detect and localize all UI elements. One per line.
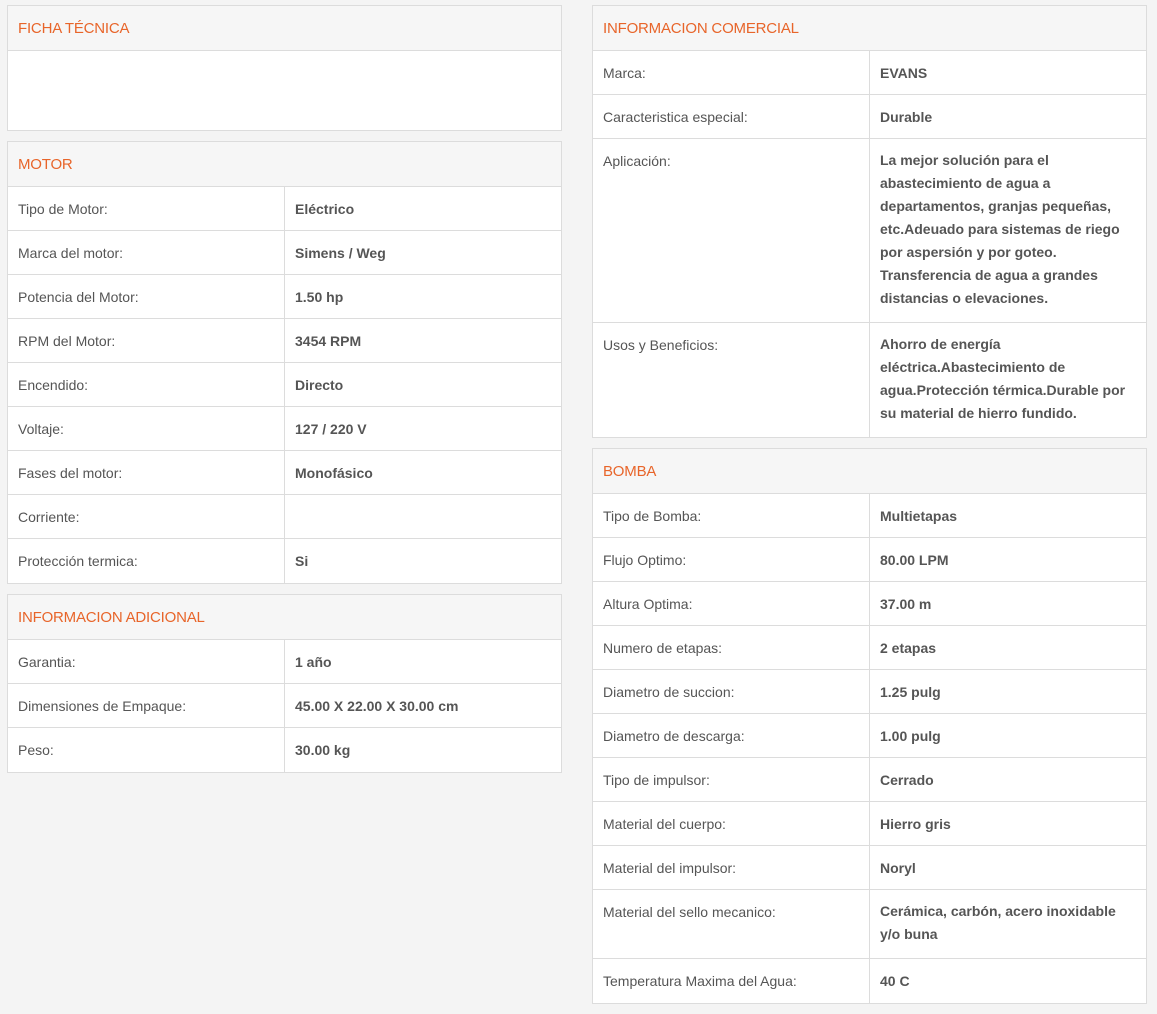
spec-value: 1.00 pulg bbox=[880, 728, 941, 744]
spec-value: Cerrado bbox=[880, 772, 934, 788]
spec-label: Diametro de succion: bbox=[593, 670, 870, 713]
spec-label: Peso: bbox=[8, 728, 285, 772]
spec-label: Corriente: bbox=[8, 495, 285, 538]
table-row bbox=[8, 451, 561, 495]
table-row bbox=[8, 363, 561, 407]
spec-label: Garantia: bbox=[8, 640, 285, 683]
bomba-section bbox=[592, 448, 1147, 1004]
spec-value: Cerámica, carbón, acero inoxidable y/o buna bbox=[880, 903, 1116, 942]
bomba-title: BOMBA bbox=[593, 449, 1146, 494]
spec-label: Protección termica: bbox=[8, 539, 285, 583]
table-row bbox=[8, 539, 561, 583]
spec-value: 37.00 m bbox=[880, 596, 932, 612]
table-row bbox=[8, 640, 561, 684]
table-row bbox=[8, 495, 561, 539]
table-row bbox=[593, 95, 1146, 139]
right-column bbox=[592, 5, 1147, 1014]
spec-label: Material del sello mecanico: bbox=[593, 890, 870, 958]
ficha-tecnica-body bbox=[8, 51, 561, 130]
table-row bbox=[8, 319, 561, 363]
spec-label: Usos y Beneficios: bbox=[593, 323, 870, 437]
table-row bbox=[593, 323, 1146, 437]
left-column bbox=[7, 5, 562, 783]
spec-value: 80.00 LPM bbox=[880, 552, 949, 568]
table-row bbox=[593, 582, 1146, 626]
informacion-adicional-section bbox=[7, 594, 562, 773]
spec-label: Caracteristica especial: bbox=[593, 95, 870, 138]
spec-label: Marca: bbox=[593, 51, 870, 94]
motor-section bbox=[7, 141, 562, 584]
spec-value: Monofásico bbox=[295, 465, 373, 481]
spec-value: 40 C bbox=[880, 973, 910, 989]
ficha-tecnica-section bbox=[7, 5, 562, 131]
table-row bbox=[593, 959, 1146, 1003]
spec-value: 1 año bbox=[295, 654, 332, 670]
table-row bbox=[593, 139, 1146, 323]
spec-label: Dimensiones de Empaque: bbox=[8, 684, 285, 727]
spec-value: 45.00 X 22.00 X 30.00 cm bbox=[295, 698, 459, 714]
spec-value: Ahorro de energía eléctrica.Abastecimiento de agua.Protección térmica.Durable por su material de hierro fundido. bbox=[880, 336, 1126, 421]
spec-label: Numero de etapas: bbox=[593, 626, 870, 669]
table-row bbox=[593, 890, 1146, 959]
table-row bbox=[8, 187, 561, 231]
spec-label: Potencia del Motor: bbox=[8, 275, 285, 318]
spec-label: Altura Optima: bbox=[593, 582, 870, 625]
spec-value: Noryl bbox=[880, 860, 916, 876]
table-row bbox=[593, 802, 1146, 846]
table-row bbox=[8, 728, 561, 772]
spec-value: Eléctrico bbox=[295, 201, 355, 217]
spec-value: Si bbox=[295, 553, 309, 569]
spec-value: 2 etapas bbox=[880, 640, 937, 656]
table-row bbox=[593, 626, 1146, 670]
spec-value: Durable bbox=[880, 109, 933, 125]
spec-value: 1.50 hp bbox=[295, 289, 344, 305]
table-row bbox=[8, 231, 561, 275]
spec-value: 3454 RPM bbox=[295, 333, 362, 349]
spec-value: Directo bbox=[295, 377, 344, 393]
spec-label: RPM del Motor: bbox=[8, 319, 285, 362]
spec-value: Simens / Weg bbox=[295, 245, 386, 261]
table-row bbox=[593, 846, 1146, 890]
table-row bbox=[593, 670, 1146, 714]
spec-value bbox=[285, 495, 561, 538]
spec-value: Hierro gris bbox=[880, 816, 951, 832]
table-row bbox=[593, 538, 1146, 582]
spec-value: 30.00 kg bbox=[295, 742, 351, 758]
informacion-comercial-title: INFORMACION COMERCIAL bbox=[593, 6, 1146, 51]
table-row bbox=[593, 494, 1146, 538]
spec-value: EVANS bbox=[880, 65, 928, 81]
table-row bbox=[593, 51, 1146, 95]
table-row bbox=[8, 275, 561, 319]
table-row bbox=[8, 684, 561, 728]
spec-label: Aplicación: bbox=[593, 139, 870, 322]
table-row bbox=[593, 714, 1146, 758]
table-row bbox=[8, 407, 561, 451]
spec-label: Tipo de Motor: bbox=[8, 187, 285, 230]
informacion-comercial-section bbox=[592, 5, 1147, 438]
spec-value: La mejor solución para el abastecimiento de agua a departamentos, granjas pequeñas, etc.Adeuado para sistemas de riego por aspersión y por goteo. Transferencia de agua a grandes distancias o elevaciones. bbox=[880, 152, 1120, 306]
ficha-tecnica-title: FICHA TÉCNICA bbox=[8, 6, 561, 51]
spec-value: 127 / 220 V bbox=[295, 421, 367, 437]
spec-value: Multietapas bbox=[880, 508, 958, 524]
spec-label: Material del cuerpo: bbox=[593, 802, 870, 845]
spec-label: Voltaje: bbox=[8, 407, 285, 450]
spec-label: Tipo de impulsor: bbox=[593, 758, 870, 801]
spec-value: 1.25 pulg bbox=[880, 684, 941, 700]
spec-label: Tipo de Bomba: bbox=[593, 494, 870, 537]
spec-label: Fases del motor: bbox=[8, 451, 285, 494]
table-row bbox=[593, 758, 1146, 802]
spec-label: Flujo Optimo: bbox=[593, 538, 870, 581]
informacion-adicional-title: INFORMACION ADICIONAL bbox=[8, 595, 561, 640]
spec-label: Material del impulsor: bbox=[593, 846, 870, 889]
spec-label: Marca del motor: bbox=[8, 231, 285, 274]
spec-label: Encendido: bbox=[8, 363, 285, 406]
spec-label: Temperatura Maxima del Agua: bbox=[593, 959, 870, 1003]
motor-title: MOTOR bbox=[8, 142, 561, 187]
spec-label: Diametro de descarga: bbox=[593, 714, 870, 757]
